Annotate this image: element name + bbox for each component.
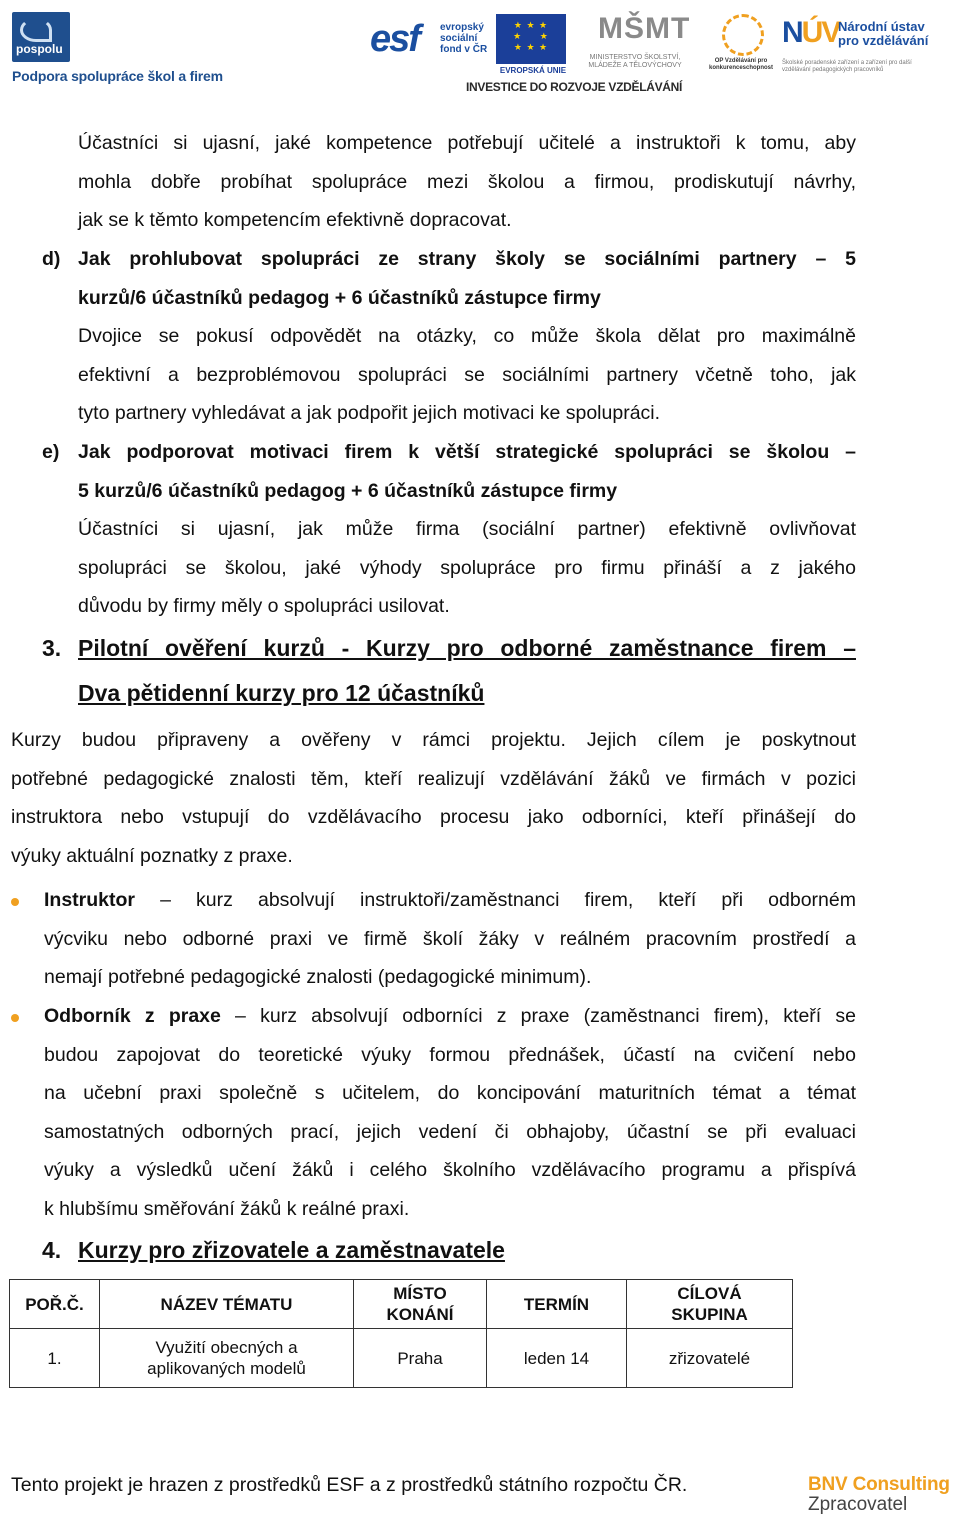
esf-text-line: fond v ČR — [440, 44, 488, 55]
footer-text: Tento projekt je hrazen z prostředků ESF a z prostředků státního rozpočtu ČR. — [11, 1474, 688, 1496]
table-cell: zřizovatelé — [627, 1329, 793, 1388]
pospolu-logo-mark — [12, 12, 70, 62]
table-row — [10, 1329, 793, 1388]
table-header-cell: POŘ.Č. — [10, 1280, 100, 1329]
section-3-body-line: Kurzy budou připraveny a ověřeny v rámci projektu. Jejich cílem je poskytnout — [11, 729, 856, 751]
item-e-title: Jak podporovat motivaci firem k větší strategické spolupráci se školou – — [78, 441, 856, 463]
esf-mark: esf — [370, 18, 419, 60]
pospolu-subtitle: Podpora spolupráce škol a firem — [12, 68, 223, 84]
eu-flag-icon — [496, 14, 566, 64]
eu-stars: ★ ★ ★ ★ ★ ★ ★ ★ — [513, 20, 549, 52]
table-header-cell: MÍSTO KONÁNÍ — [354, 1280, 487, 1329]
bullet-instruktor-line: výcviku nebo odborné praxi ve firmě školí žáky v reálném pracovním prostředí a — [44, 928, 856, 950]
bullet-odbornik-line: výuky a výsledků učení žáků i celého školního vzdělávacího programu a přispívá — [44, 1159, 856, 1181]
bullet-instruktor-term: Instruktor — [44, 889, 136, 911]
nuv-mark-main: N — [782, 16, 802, 49]
section-4-title: Kurzy pro zřizovatele a zaměstnavatele — [78, 1237, 505, 1263]
courses-table — [9, 1279, 793, 1388]
bullet-dot-icon — [11, 1014, 19, 1022]
intro-line: Účastníci si ujasní, jaké kompetence potřebují učitelé a instruktoři k tomu, aby — [78, 132, 856, 154]
bullet-odbornik-text: – kurz absolvují odborníci z praxe (zaměstnanci firem), kteří se — [220, 1005, 856, 1027]
table-cell: Využití obecných a aplikovaných modelů — [100, 1329, 354, 1388]
table-header-cell: CÍLOVÁ SKUPINA — [627, 1280, 793, 1329]
esf-text-line: sociální — [440, 33, 478, 44]
item-d-body-line: tyto partnery vyhledávat a jak podpořit jejich motivaci ke spolupráci. — [78, 402, 661, 424]
partner-logos — [370, 10, 950, 96]
nuv-name — [838, 20, 928, 48]
msmt-mark: MŠMT — [598, 12, 691, 45]
bnv-brand: BNV Consulting — [808, 1474, 950, 1495]
bullet-odbornik-line: samostatných odborných prací, jejich vedení či obhajoby, účastní se při evaluaci — [44, 1121, 856, 1143]
item-d-title: kurzů/6 účastníků pedagog + 6 účastníků zástupce firmy — [78, 287, 601, 309]
investment-tagline: INVESTICE DO ROZVOJE VZDĚLÁVÁNÍ — [466, 80, 683, 94]
item-e-title: 5 kurzů/6 účastníků pedagog + 6 účastníků zástupce firmy — [78, 480, 618, 502]
section-3-title: Dva pětidenní kurzy pro 12 účastníků — [78, 680, 485, 706]
section-3-body-line: instruktora nebo vstupují do vzdělávacího procesu jako odborníci, kteří přinášejí do — [11, 806, 856, 828]
bullet-odbornik-line — [44, 997, 856, 1036]
item-d-title: Jak prohlubovat spolupráci ze strany školy se sociálními partnery – 5 — [78, 248, 856, 270]
item-e-marker: e) — [42, 441, 60, 463]
intro-line: mohla dobře probíhat spolupráce mezi školou a firmou, prodiskutují návrhy, — [78, 171, 856, 193]
bullet-odbornik-line: budou zapojovat do teoretické výuky formou přednášek, účastí na cvičení nebo — [44, 1044, 856, 1066]
opvk-logo — [704, 14, 778, 76]
section-3-title: Pilotní ověření kurzů - Kurzy pro odborné zaměstnance firem – — [78, 635, 856, 661]
bnv-logo — [808, 1474, 958, 1516]
nuv-mark — [782, 16, 839, 50]
item-d-marker: d) — [42, 248, 61, 270]
item-d-body-line: Dvojice se pokusí odpovědět na otázky, co může škola dělat pro maximálně — [78, 325, 856, 347]
nuv-subtitle: Školské poradenské zařízení a zařízení pro další vzdělávání pedagogických pracovníků — [782, 60, 912, 73]
bullet-dot-icon — [11, 898, 19, 906]
table-header-cell: NÁZEV TÉMATU — [100, 1280, 354, 1329]
page-header — [0, 0, 960, 100]
table-cell: 1. — [10, 1329, 100, 1388]
item-e-body-line: Účastníci si ujasní, jak může firma (sociální partner) efektivně ovlivňovat — [78, 518, 856, 540]
table-cell: leden 14 — [487, 1329, 627, 1388]
intro-line: jak se k těmto kompetencím efektivně dopracovat. — [78, 209, 512, 231]
nuv-name-line: Národní ústav — [838, 19, 925, 34]
bullet-odbornik-line: na učební praxi společně s učitelem, do koncipování maturitních témat a témat — [44, 1082, 856, 1104]
bullet-odbornik-term: Odborník z praxe — [44, 1005, 221, 1027]
pospolu-name: pospolu — [16, 42, 63, 56]
msmt-text: MINISTERSTVO ŠKOLSTVÍ, MLÁDEŽE A TĚLOVÝCHOVY — [588, 54, 682, 69]
table-header-cell: TERMÍN — [487, 1280, 627, 1329]
opvk-ring-icon — [722, 14, 764, 56]
item-e-body-line: spolupráci se školou, jaké výhody spolupráce pro firmu přináší a z jakého — [78, 557, 856, 579]
bnv-subtitle: Zpracovatel — [808, 1494, 908, 1515]
section-3-body-line: výuky aktuální poznatky z praxe. — [11, 845, 293, 867]
item-d-body-line: efektivní a bezproblémovou spolupráci se sociálními partnery včetně toho, jak — [78, 364, 856, 386]
item-e-body-line: důvodu by firmy měly o spolupráci usilovat. — [78, 595, 450, 617]
bullet-instruktor-line: nemají potřebné pedagogické znalosti (pedagogické minimum). — [44, 966, 592, 988]
esf-text-line: evropský — [440, 22, 484, 33]
nuv-logo — [782, 14, 942, 76]
bullet-instruktor-text: – kurz absolvují instruktoři/zaměstnanci firem, kteří při odborném — [135, 889, 856, 911]
bullet-instruktor-line — [44, 881, 856, 920]
nuv-mark-accent: ÚV — [801, 16, 840, 49]
pospolu-swirl-icon — [20, 18, 52, 42]
section-3-body-line: potřebné pedagogické znalosti těm, kteří realizují vzdělávání žáků ve firmách v pozici — [11, 768, 856, 790]
pospolu-logo — [12, 12, 222, 90]
esf-logo — [370, 16, 490, 72]
msmt-logo — [576, 12, 694, 72]
table-cell: Praha — [354, 1329, 487, 1388]
bullet-odbornik-line: k hlubšímu směřování žáků k reálné praxi. — [44, 1198, 410, 1220]
section-3-number: 3. — [42, 635, 62, 661]
esf-text — [440, 22, 487, 55]
table-header-row — [10, 1280, 793, 1329]
section-4-number: 4. — [42, 1237, 62, 1263]
nuv-name-line: pro vzdělávání — [838, 33, 929, 48]
opvk-text: OP Vzdělávání pro konkurenceschopnost — [708, 58, 773, 71]
eu-caption: EVROPSKÁ UNIE — [499, 66, 567, 75]
